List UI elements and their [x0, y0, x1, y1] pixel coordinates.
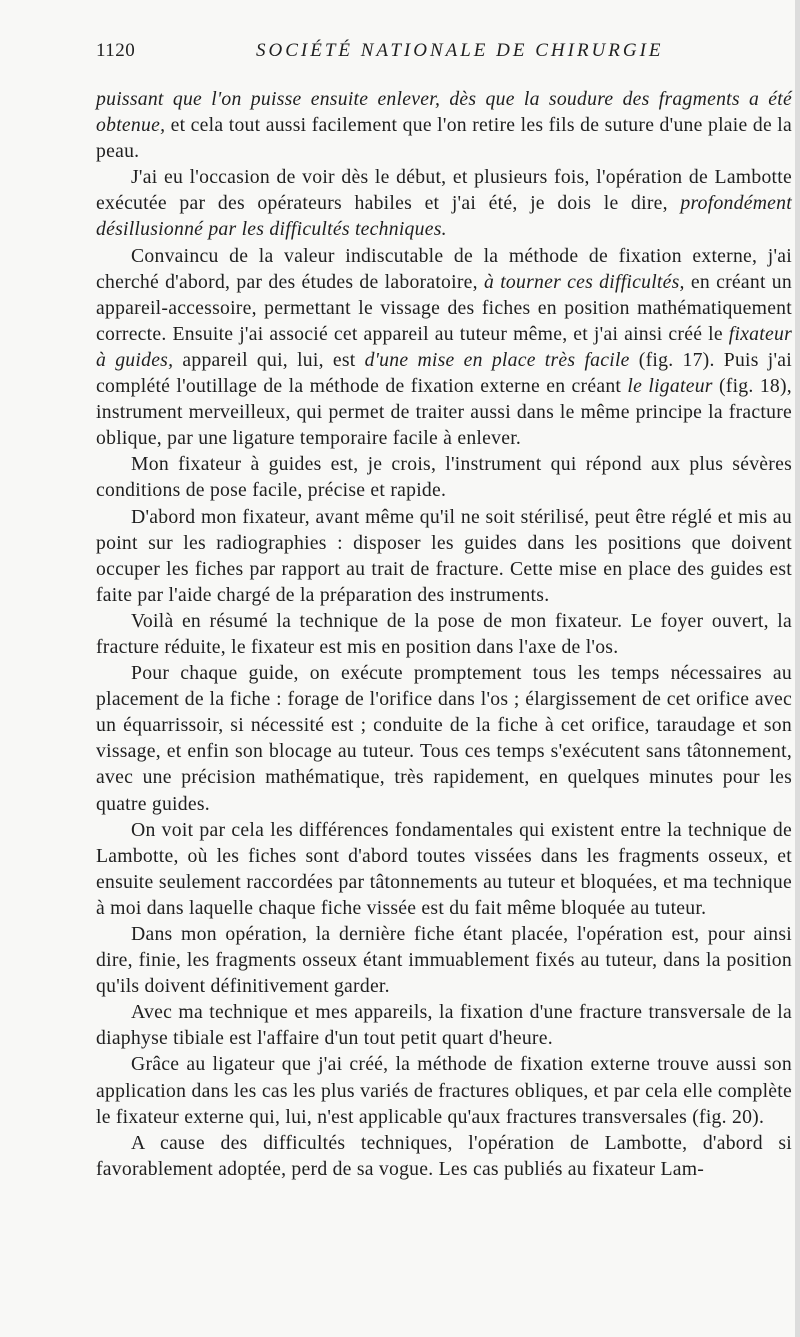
- scan-edge: [795, 0, 800, 1337]
- text-segment: Voilà en résumé la technique de la pose de mon fixateur. Le foyer ouvert, la fracture réduite, le fixateur est mis en position dans l'axe de l'os.: [96, 609, 792, 658]
- italic-text-segment: à tourner ces difficultés,: [483, 270, 685, 293]
- body-text: [96, 86, 792, 1182]
- paragraph-p4: [96, 451, 792, 503]
- italic-text-segment: le ligateur: [627, 375, 713, 398]
- text-segment: en créant un appareil-accessoire, permettant le vissage des fiches en position mathématiquement correcte. Ensuite j'ai associé cet appareil au tuteur même, et j'ai ainsi créé le: [96, 270, 792, 345]
- paragraph-p6: [96, 608, 792, 660]
- text-segment: Dans mon opération, la dernière fiche étant placée, l'opération est, pour ainsi dire, finie, les fragments osseux étant immuablement fixés au tuteur, dans la position qu'ils doivent définitivement garder.: [96, 923, 792, 998]
- paragraph-p2: [96, 164, 792, 242]
- paragraph-p7: [96, 660, 792, 817]
- text-segment: D'abord mon fixateur, avant même qu'il ne soit stérilisé, peut être réglé et mis au point sur les radiographies : disposer les guides dans les positions que doivent occuper les fiches par rapport au trait de fracture. Cette mise en place des guides est faite par l'aide chargé de la préparation des instruments.: [96, 505, 792, 606]
- paragraph-p1: [96, 86, 792, 164]
- paragraph-p12: [96, 1130, 792, 1182]
- text-segment: (fig. 18), instrument merveilleux, qui permet de traiter aussi dans le même principe la fracture oblique, par une ligature temporaire facile à enlever.: [96, 375, 792, 450]
- text-segment: Grâce au ligateur que j'ai créé, la méthode de fixation externe trouve aussi son application dans les cas les plus variés de fractures obliques, et par cela elle complète le fixateur externe qui, lui, n'est applicable qu'aux fractures transversales (fig. 20).: [96, 1053, 792, 1128]
- text-segment: appareil qui, lui, est: [173, 348, 365, 371]
- text-segment: (fig. 17). Puis j'ai complété l'outillage de la méthode de fixation externe en créant: [96, 348, 792, 398]
- paragraph-p8: [96, 817, 792, 921]
- text-segment: Pour chaque guide, on exécute promptement tous les temps nécessaires au placement de la fiche : forage de l'orifice dans l'os ; élargissement de cet orifice avec un équarrissoir, si nécessité est ; conduite de la fiche à cet orifice, taraudage et son vissage, et enfin son blocage au tuteur. Tous ces temps s'exécutent sans tâtonnement, avec une précision mathématique, très rapidement, en quelques minutes pour les quatre guides.: [96, 662, 792, 815]
- italic-text-segment: d'une mise en place très facile: [364, 348, 630, 371]
- text-segment: Mon fixateur à guides est, je crois, l'instrument qui répond aux plus sévères conditions de pose facile, précise et rapide.: [96, 453, 792, 502]
- italic-text-segment: profondément désillusionné par les difficultés techniques.: [96, 192, 792, 241]
- text-segment: On voit par cela les différences fondamentales qui existent entre la technique de Lambotte, où les fiches sont d'abord toutes vissées dans les fragments osseux, et ensuite seulement raccordées par tâtonnements au tuteur et bloquées, et ma technique à moi dans laquelle chaque fiche vissée est du fait même bloquée au tuteur.: [96, 818, 792, 919]
- paragraph-p5: [96, 504, 792, 608]
- page-number: 1120: [96, 40, 136, 61]
- text-segment: Avec ma technique et mes appareils, la fixation d'une fracture transversale de la diaphyse tibiale est l'affaire d'un tout petit quart d'heure.: [96, 1001, 792, 1050]
- paragraph-p3: [96, 243, 792, 452]
- running-title: SOCIÉTÉ NATIONALE DE CHIRURGIE: [256, 40, 664, 61]
- italic-text-segment: fixateur à guides,: [96, 322, 792, 371]
- text-segment: et cela tout aussi facilement que l'on retire les fils de suture d'une plaie de la peau.: [96, 114, 792, 163]
- italic-text-segment: puissant que l'on puisse ensuite enlever, dès que la soudure des fragments a été obtenue,: [96, 88, 792, 137]
- paragraph-p11: [96, 1051, 792, 1129]
- text-segment: Convaincu de la valeur indiscutable de la méthode de fixation externe, j'ai cherché d'abord, par des études de laboratoire,: [96, 244, 792, 293]
- text-segment: J'ai eu l'occasion de voir dès le début, et plusieurs fois, l'opération de Lambotte exécutée par des opérateurs habiles et j'ai été, je dois le dire,: [96, 166, 792, 215]
- page-header: [96, 40, 800, 70]
- paragraph-p9: [96, 921, 792, 999]
- text-segment: A cause des difficultés techniques, l'opération de Lambotte, d'abord si favorablement adoptée, perd de sa vogue. Les cas publiés au fixateur Lam-: [96, 1131, 792, 1180]
- paragraph-p10: [96, 999, 792, 1051]
